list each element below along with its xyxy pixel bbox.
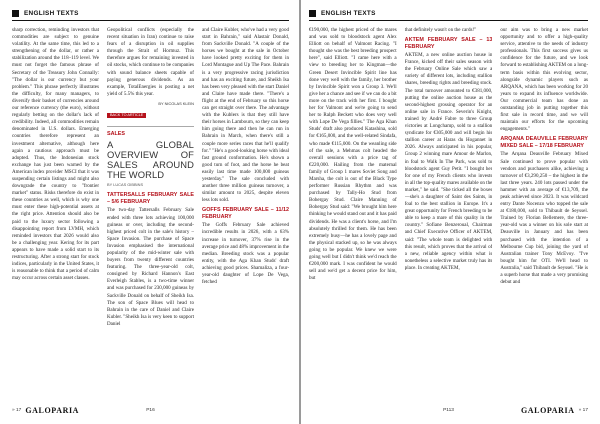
article-byline: BY LUCAS GIBBINS: [107, 182, 144, 188]
header-square-icon: [309, 10, 316, 17]
body-paragraph: €190,000, the highest priced of the mares and was sold to bloodstock agent Alex Elliott on behalf of Valmont Racing. "I thought she was the best breeding prospect here", said Elliott. "I came here with a view to breeding her to Kingman—the Green Desert Invincible Spirit line has done very well with the family, her brother by Invincible Spirit won a Group 3. We'll give her a chance and see if we can do a bit more on the track with her first. I bought her for Valmont and we're going to send her to Ralph Beckett who does very well with Lope De Vega fillies." The Aga Khan Studs' draft also produced Katashina, sold for €165,000, and the well-related Sindafa, who made €115,000. On the weanling side of the sale, a Mehmas colt headed the overall sessions with a price tag of €220,000. Hailing from the maternal family of Group 1 mares Soviet Song and Marsha, the colt is out of the Black Type performer Russian Rhythm and was purchased by Tally-Ho Stud from Bohergay Stud. Claire Manning of Bohergay Stud said: "We brought him here thinking he would stand out and it has paid dividends. He was a client's horse, and I'm absolutely thrilled for them. He has been extremely busy—he has a lovely page and the physical stacked up, so he was always going to be popular. We knew we were going well but I didn't think we'd reach the €200,000 mark. I was confident he would sell and we'd get a decent price for him, but: [309, 27, 397, 282]
page-folio: P16: [146, 407, 155, 413]
column-2: [405, 27, 493, 398]
header-rule: [309, 20, 588, 21]
article-title: A GLOBAL OVERVIEW OF SALES AROUND THE WORLD: [107, 139, 194, 180]
subheading: GOFFS FEBRUARY SALE – 11/12 FEBRUARY: [202, 207, 289, 221]
page-header: [12, 10, 79, 17]
body-paragraph: sharp correction, reminding investors that commodities are subject to genuine volatility. At the same time, this led to a strengthening of the dollar, or rather a stabilization around the 118–119 level. We must not forget the famous phrase of Secretary of the Treasury John Connally: "The dollar is our currency but your problem." This phrase perfectly illustrates the difficulty, for many managers, to diversify their basket of currencies around our reference currency (the euro), without regularly betting on the dollar's lack of credibility. Indeed, all commodities remain denominated in U.S. dollars. Emerging countries therefore represent an investment alternative, although here again a cautious approach must be adopted. Thus, the Indonesian stock exchange has just been warned by the American index provider MSCI that it was suspending certain listings and might also downgrade the country to "frontier market" status. Risks therefore do exist in these countries as well, which is why one must enter these high-potential assets at the right price. Attention should also be paid to the luxury sector following a disappointing report from LVMH, which reminded investors that 2026 would also be a challenging year. Kering for its part appears to have made a solid start to its restructuring. After a strong start for stock indices, particularly in the United States, it is reasonable to think that a period of calm may occur across certain asset classes.: [12, 27, 99, 282]
section-divider: [107, 126, 194, 127]
subheading: ARQANA DEAUVILLE FEBRUARY MIXED SALE – 17/18 FEBRUARY: [500, 136, 589, 150]
body-paragraph: AKTEM, a new online auction house in France, kicked off their sales season with the February Online Sale which saw a variety of different lots, including stallion shares, breeding rights and breeding stock. The total turnover amounted to €381,000, putting the online auction house as the second-highest grossing operator for an online sale in France. Severin's Knight, trained by André Fabre to three Group victories at Longchamp, sold to a stallion syndicate for €305,000 and will begin his stallion career at Haras du Hogannet in 2026. Always anticipated in his popular, Group 2 winning mare Amour de Marlon, in foal to Walk In The Park, was sold to bloodstock agent Guy Petit. "I bought her for one of my French clients who invests in all the top-quality mares available on the market," he said. "She ticked all the boxes—she's a daughter of Saint des Saints, in foal to the best stallion in Europe. It's a great opportunity for French breeding to be able to keep a mare of this quality in the country." Sofiane Benzeroual, Chairman and Chief Executive Officer of AKTEM, said: "The whole team is delighted with this result, which proves that the arrival of a new, reliable agency within what is nonetheless a selective market truly has its place. In creating AKTEM,: [404, 52, 493, 271]
section-header-title: ENGLISH TEXTS: [321, 10, 376, 17]
subheading: TATTERSALLS FEBRUARY SALE – 5/6 FEBRUARY: [107, 192, 194, 206]
subheading: AKTEM FEBRUARY SALE – 13 FEBRUARY: [404, 37, 493, 51]
right-page: [301, 0, 600, 424]
back-to-article-link[interactable]: BACK TO ARTICLE: [107, 113, 146, 118]
body-paragraph: The two-day Tattersalls February Sale ended with three lots achieving 100,000 guineas or over, including the second-highest priced colt in the sale's history – Space Invasion. The purchase of Space Invasion emphasised the international popularity of the mid-winter sale with buyers from twenty different countries featuring. The three-year-old colt, consigned by Richard Hannon's East Everleigh Stables, is a two-time winner and was purchased for 230,000 guineas by Sackville Donald on behalf of Sheikh Isa. The son of Space Blues will head to Bahrain in the care of Daniel and Claire Kubler. "Sheikh Isa is very keen to support Daniel: [107, 207, 194, 327]
column-1: [309, 27, 397, 398]
page-number: » 17: [12, 407, 22, 413]
column-3: [202, 27, 289, 398]
column-1: [12, 27, 99, 398]
section-header-title: ENGLISH TEXTS: [24, 10, 79, 17]
body-paragraph: The Goffs February Sale achieved incredible results in 2026, with a 63% increase in turnover, 37% rise in the average price and 48% improvement in the median. Breeding stock was a popular entity, with the Aga Khan Studs' draft achieving good prices. Shamaliza, a four-year-old daughter of Lope De Vega, fetched: [202, 222, 289, 286]
magazine-logo: GALOPARIA: [25, 405, 80, 415]
page-footer: [309, 404, 588, 416]
body-paragraph: Geopolitical conflicts (especially the recent situation in Iran) continue to raise fears of a disruption in oil supplies through the Strait of Hormuz. This therefore argues for remaining invested in oil stocks, which continue to be companies with sound balance sheets capable of paying generous dividends. As an example, TotalEnergies is posting a net yield of 5.5% this year.: [107, 27, 194, 97]
column-2: [107, 27, 194, 398]
page-number: » 17: [578, 407, 588, 413]
left-page-columns: [12, 27, 289, 398]
page-footer: [12, 404, 289, 416]
section-label: SALES: [107, 131, 125, 138]
body-paragraph: that definitely wasn't on the cards!": [404, 27, 477, 33]
body-paragraph: and Claire Kubler, who've had a very good start in Bahrain," said Alastair Donald, from Sackville Donald. "A couple of the horses we bought at the sale in October have looked pretty exciting for them in Lord Montague and Up The Pace. Bahrain is a very progressive racing jurisdiction and has an exciting future, and Sheikh Isa has been very pleased with the start Daniel and Claire have made there. "There's a flight at the end of February so this horse can get straight over there. The advantage with the Kublers is that they still have their horses in Lambourn, so they can keep him going there and then he can run in Bahrain in March, when there's still a couple more series races that he'll qualify for." "He's a good-looking horse with ideal fast ground conformation. He's shown a good turn of foot, and the horse he beat easily last time made 100,000 guineas yesterday." The sale concluded with another three million guineas turnover, a similar amount to 2025, despite eleven less lots sold.: [202, 27, 289, 204]
body-paragraph: The Arqana Deauville February Mixed Sale continued to prove popular with vendors and purchasers alike, achieving a turnover of €3,290,250 – the highest in the last three years. 240 lots passed under the hammer with an average of €13,709, the peak achieved since 2023. It was wildcard entry Dante Nocenzo who topped the sale at €180,000, sold to Thibault de Seyssel. Trained by Florian Bellemere, the three-year-old was a winner on his sole start at Deauville in January and has been purchased with the intention of a Melbourne Cup bid, joining the yard of Australian trainer Tony McEvoy. "I've bought him for OTI. We'll head to Australia," said Thibault de Seyssel. "He is a superb horse that made a very promising debut and: [500, 151, 589, 286]
footer-right: [521, 406, 588, 415]
header-rule: [12, 20, 289, 21]
page-header: [309, 10, 376, 17]
page-folio: P113: [443, 407, 454, 413]
body-paragraph: our aim was to bring a new market opportunity and to offer a high-quality service, attentive to the needs of industry professionals. This first success gives us confidence for the future, and we look forward to establishing AKTEM on a long-term basis within this evolving sector, alongside dynamic players such as ARQANA, which has been working for 20 years to expand its influence worldwide. Our commercial team has done an outstanding job in putting together this first sale in record time, and we will maintain our efforts for the upcoming engagements.": [500, 27, 589, 133]
left-page: [0, 0, 299, 424]
right-page-columns: [309, 27, 588, 398]
magazine-logo: GALOPARIA: [520, 405, 575, 415]
column-3: [500, 27, 588, 398]
header-square-icon: [12, 10, 19, 17]
author-signoff: BY NICOLAS KLEIN: [158, 100, 194, 106]
footer-left: [12, 406, 79, 415]
